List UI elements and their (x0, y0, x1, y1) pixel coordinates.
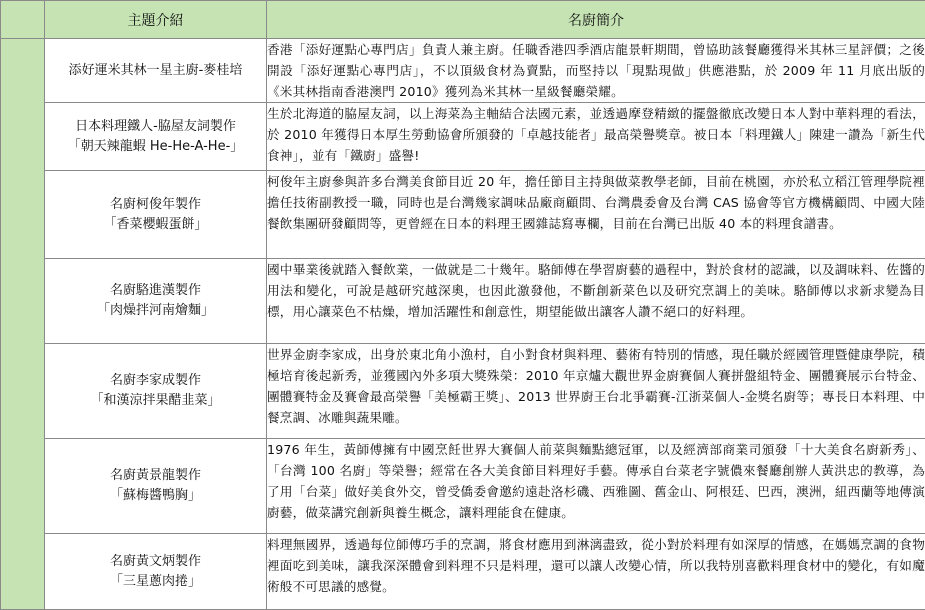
topic-line: 名廚黃景龍製作 (45, 466, 266, 486)
header-topic: 主題介紹 (45, 1, 267, 39)
bio-cell: 香港「添好運點心專門店」負責人兼主廚。任職香港四季酒店龍景軒期間，曾協助該餐廳獲得米其林三星評價；之後開設「添好運點心專門店」，不以頂級食材為賣點，而堅持以「現點現做」供應港點，於 2009 年 11 月底出版的《米其林指南香港澳門 2010》獲列為米其林一星級餐廳榮耀。 (267, 39, 925, 103)
topic-line: 「香菜櫻蝦蛋餅」 (45, 215, 266, 235)
side-column (1, 39, 45, 610)
header-bio: 名廚簡介 (267, 1, 925, 39)
topic-line: 「肉燥拌河南燴麵」 (45, 301, 266, 321)
bio-cell: 世界金廚李家成，出身於東北角小漁村，自小對食材與料理、藝術有特別的情感，現任職於經國管理暨健康學院，積極培育後起新秀，並獲國內外多項大獎殊榮：2010 年京爐大觀世界金廚賽個人賽拼盤組特金、團體賽展示台特金、團體賽特金及賽會最高榮譽「美極霸王獎」、2013 世界廚王台北爭霸賽-江浙菜個人-金獎名廚等；專長日本料理、中餐烹調、冰雕與蔬果雕。 (267, 344, 925, 439)
table-row (1, 39, 925, 103)
topic-line: 日本料理鐵人-脇屋友詞製作 (45, 117, 266, 137)
topic-cell (45, 344, 267, 439)
topic-cell (45, 171, 267, 259)
topic-cell (45, 103, 267, 171)
bio-cell: 國中畢業後就踏入餐飲業，一做就是二十幾年。駱師傅在學習廚藝的過程中，對於食材的認識，以及調味料、佐醬的用法和變化，可說是越研究越深奧，也因此激發他，不斷創新菜色以及研究烹調上的美味。駱師傅以求新求變為目標，用心讓菜色不枯燥，增加活躍性和創意性，期望能做出讓客人讚不絕口的好料理。 (267, 259, 925, 344)
topic-cell (45, 439, 267, 534)
topic-line: 「和漢涼拌果醋韭菜」 (45, 391, 266, 411)
bio-cell: 1976 年生，黃師傅擁有中國烹飪世界大賽個人前菜與麵點總冠軍，以及經濟部商業司頒發「十大美食名廚新秀」、「台灣 100 名廚」等榮譽；經常在各大美食節目料理好手藝。傳承自台菜老字號儂來餐廳創辦人黃洪忠的教導，為了用「台菜」做好美食外交，曾受僑委會邀約遠赴洛杉磯、西雅圖、舊金山、阿根廷、巴西，澳洲，紐西蘭等地傳演廚藝，做菜講究創新與養生概念，讓料理能食在健康。 (267, 439, 925, 534)
topic-line: 名廚柯俊年製作 (45, 195, 266, 215)
table-row (1, 259, 925, 344)
topic-line: 添好運米其林一星主廚-麥桂培 (45, 61, 266, 81)
table-row (1, 439, 925, 534)
table-row (1, 344, 925, 439)
topic-line: 名廚駱進漢製作 (45, 281, 266, 301)
bio-cell: 柯俊年主廚參與許多台灣美食節目近 20 年，擔任節目主持與做菜教學老師，目前在桃園，亦於私立稻江管理學院裡擔任技術副教授一職，同時也是台灣幾家調味品廠商顧問、台灣農委會及台灣 CAS 協會等官方機構顧問、中國大陸餐飲集團研發顧問等，更曾經在日本的料理王國雜誌寫專欄，目前在台灣已出版 40 本的料理食譜書。 (267, 171, 925, 259)
table-row (1, 103, 925, 171)
table-row (1, 534, 925, 610)
table-header-row (1, 1, 925, 39)
topic-line: 名廚李家成製作 (45, 371, 266, 391)
bio-cell: 生於北海道的脇屋友詞，以上海菜為主軸結合法國元素，並透過摩登精緻的擺盤徹底改變日本人對中華料理的看法，於 2010 年獲得日本厚生勞動協會所頒發的「卓越技能者」最高榮譽獎章。被日本「料理鐵人」陳建一讚為「新生代食神」，並有「鐵廚」盛譽! (267, 103, 925, 171)
topic-cell (45, 534, 267, 610)
topic-line: 「蘇梅醬鴨胸」 (45, 486, 266, 506)
topic-cell (45, 39, 267, 103)
header-blank-cell (1, 1, 45, 39)
table-row (1, 171, 925, 259)
topic-line: 名廚黃文炳製作 (45, 552, 266, 572)
table-body (1, 39, 925, 610)
topic-cell (45, 259, 267, 344)
bio-cell: 料理無國界，透過每位師傅巧手的烹調，將食材應用到淋漓盡致，從小對於料理有如深厚的情感，在媽媽烹調的食物裡面吃到美味，讓我深深體會到料理不只是料理，還可以讓人改變心情，所以我特別喜歡料理食材中的變化，有如魔術般不可思議的感覺。 (267, 534, 925, 610)
topic-line: 「朝天辣龍蝦 He-He-A-He-」 (45, 137, 266, 157)
topic-line: 「三星蔥肉捲」 (45, 572, 266, 592)
